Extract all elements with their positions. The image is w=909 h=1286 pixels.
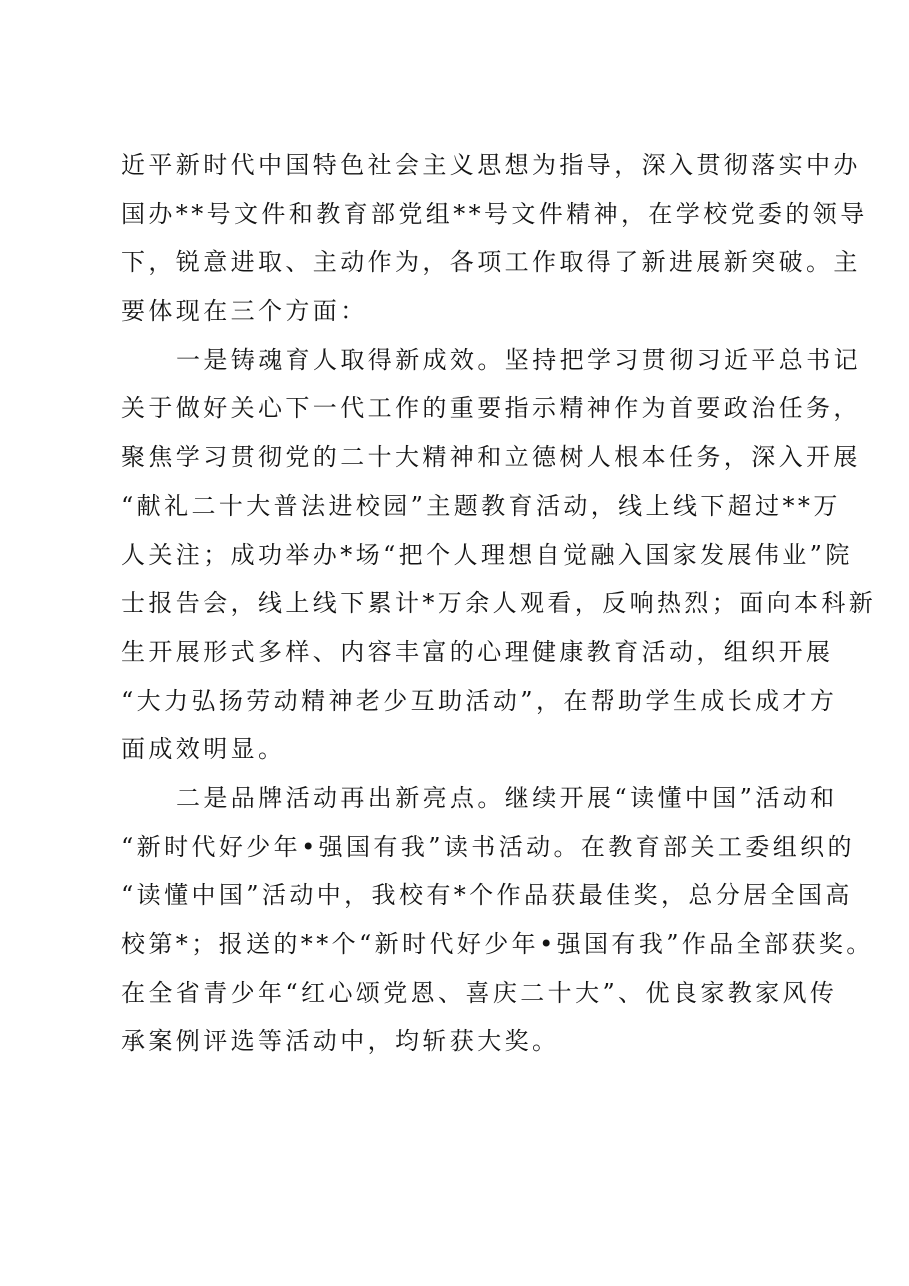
text-line-11: 生开展形式多样、内容丰富的心理健康教育活动，组织开展 — [121, 637, 834, 666]
text-line-15: “新时代好少年•强国有我”读书活动。在教育部关工委组织的 — [121, 832, 855, 861]
text-line-19: 承案例评选等活动中，均斩获大奖。 — [121, 1027, 560, 1056]
text-line-12: “大力弘扬劳动精神老少互助活动”，在帮助学生成长成才方 — [121, 686, 838, 715]
text-line-14: 二是品牌活动再出新亮点。继续开展“读懂中国”活动和 — [176, 783, 838, 812]
document-body — [121, 141, 877, 1066]
text-line-17: 校第*；报送的**个“新时代好少年•强国有我”作品全部获奖。 — [121, 930, 874, 958]
text-line-6: 关于做好关心下一代工作的重要指示精神作为首要政治任务， — [121, 394, 861, 423]
text-line-7: 聚焦学习贯彻党的二十大精神和立德树人根本任务，深入开展 — [121, 443, 861, 472]
text-line-9: 人关注；成功举办*场“把个人理想自觉融入国家发展伟业”院 — [121, 540, 853, 569]
text-line-5: 一是铸魂育人取得新成效。坚持把学习贯彻习近平总书记 — [176, 345, 861, 374]
text-line-10: 士报告会，线上线下累计*万余人观看，反响热烈；面向本科新 — [121, 589, 877, 618]
text-line-18: 在全省青少年“红心颂党恩、喜庆二十大”、优良家教家风传 — [121, 978, 838, 1007]
text-line-4: 要体现在三个方面： — [121, 297, 368, 326]
text-line-3: 下，锐意进取、主动作为，各项工作取得了新进展新突破。主 — [121, 248, 861, 277]
text-line-13: 面成效明显。 — [121, 735, 286, 764]
text-line-16: “读懂中国”活动中，我校有*个作品获最佳奖，总分居全国高 — [121, 881, 853, 910]
text-line-2: 国办**号文件和教育部党组**号文件精神，在学校党委的领导 — [121, 199, 868, 228]
text-line-8: “献礼二十大普法进校园”主题教育活动，线上线下超过**万 — [121, 491, 841, 520]
text-line-1: 近平新时代中国特色社会主义思想为指导，深入贯彻落实中办 — [121, 151, 861, 179]
